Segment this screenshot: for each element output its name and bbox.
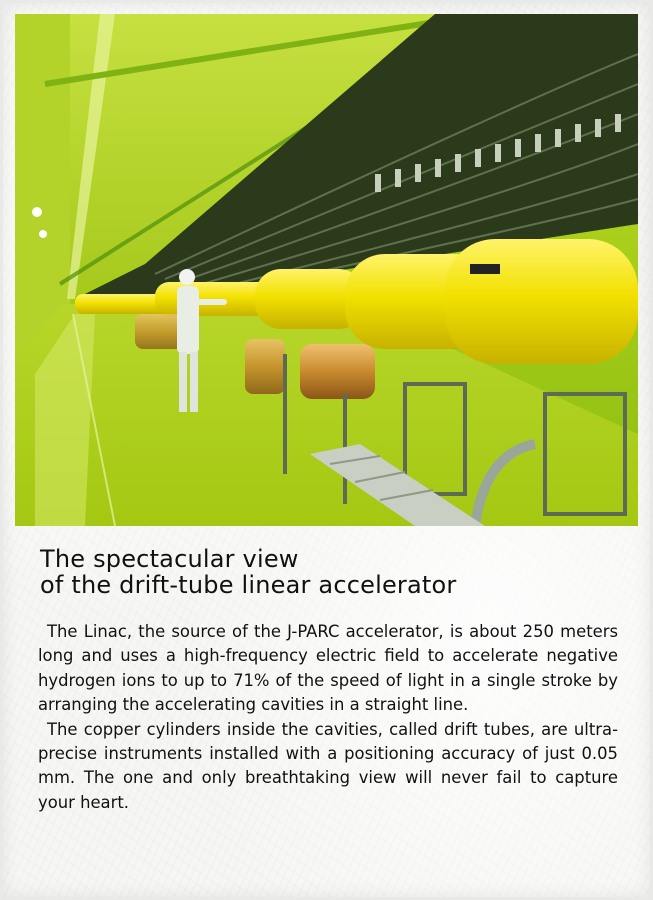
tunnel-illustration	[15, 14, 638, 526]
page-title	[40, 546, 456, 598]
left-wall	[15, 14, 70, 354]
copper-drift-tube	[300, 344, 375, 399]
wall-lamp	[32, 207, 42, 217]
copper-drift-tube	[245, 339, 285, 394]
paragraph-1: The Linac, the source of the J-PARC accelerator, is about 250 meters long and uses a high-frequency electric field to accelerate negative hydrogen ions to up to 71% of the speed of light in a single stroke by arranging the accelerating cavities in a straight line.	[38, 622, 618, 715]
title-line-2: of the drift-tube linear accelerator	[40, 571, 457, 599]
description	[38, 620, 618, 815]
accelerator-photo	[15, 14, 638, 526]
title-line-1: The spectacular view	[40, 545, 299, 573]
wall-lamp	[39, 230, 47, 238]
paragraph-2: The copper cylinders inside the cavities, called drift tubes, are ultra-precise instruments installed with a positioning accuracy of just 0.05 mm. The one and only breathtaking view will never fail to capture your heart.	[38, 719, 618, 812]
